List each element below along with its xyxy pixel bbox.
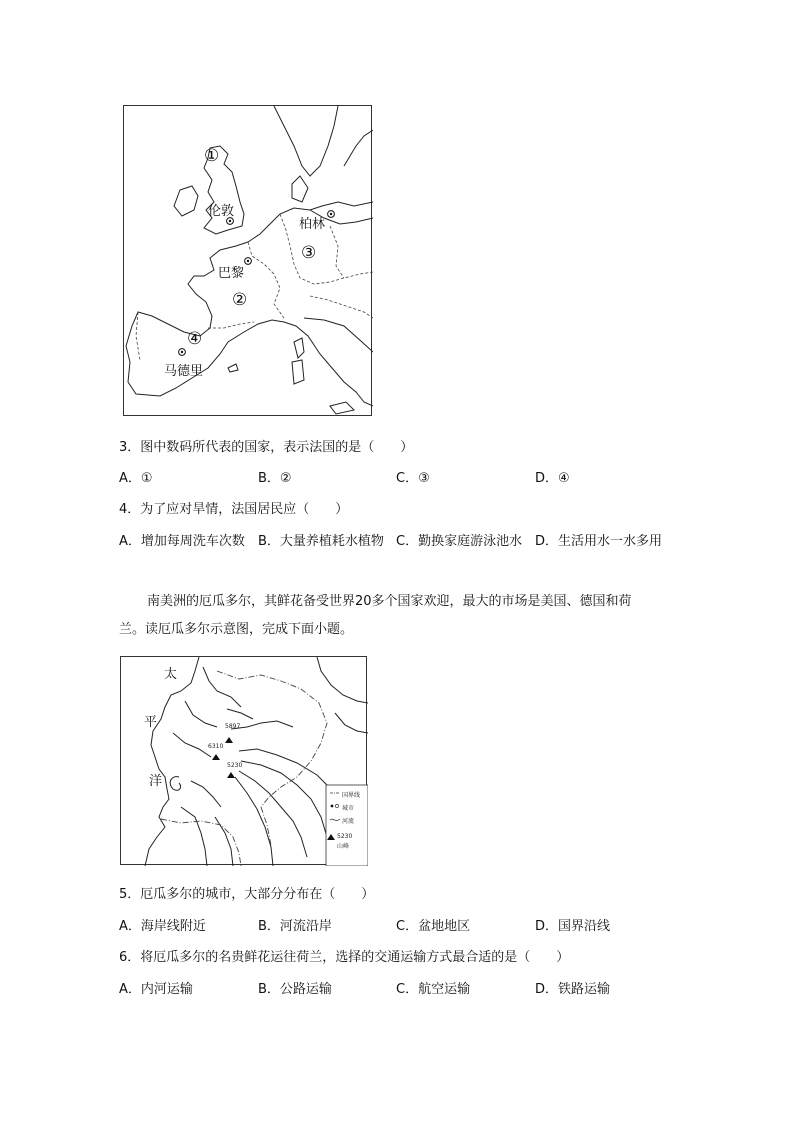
q4-option-a[interactable]: A．增加每周洗车次数 bbox=[119, 534, 245, 549]
passage-line-1: 南美洲的厄瓜多尔，其鲜花备受世界20多个国家欢迎，最大的市场是美国、德国和荷 bbox=[147, 594, 632, 609]
city-label-berlin: 柏林 bbox=[299, 217, 326, 232]
q4-option-c[interactable]: C．勤换家庭游泳池水 bbox=[396, 534, 523, 549]
ocean-label-char-2: 平 bbox=[144, 715, 158, 730]
passage-line-2: 兰。读厄瓜多尔示意图，完成下面小题。 bbox=[119, 622, 354, 637]
peak-label-5897: 5897 bbox=[225, 723, 241, 730]
q5-option-c[interactable]: C．盆地地区 bbox=[396, 919, 471, 934]
q6-option-d[interactable]: D．铁路运输 bbox=[535, 982, 611, 997]
city-label-madrid: 马德里 bbox=[164, 364, 204, 379]
ocean-label-char-3: 洋 bbox=[149, 774, 163, 789]
question-4: 4．为了应对旱情，法国居民应（ ） bbox=[119, 502, 349, 517]
peak-label-6310: 6310 bbox=[208, 743, 224, 750]
legend-peak-value: 5230 bbox=[337, 833, 353, 840]
map-number-3: ③ bbox=[301, 243, 317, 263]
q6-option-b[interactable]: B．公路运输 bbox=[258, 982, 332, 997]
city-label-london: 伦敦 bbox=[208, 204, 235, 219]
q3-option-c[interactable]: C．③ bbox=[396, 471, 430, 486]
europe-map bbox=[123, 105, 372, 416]
q5-option-a[interactable]: A．海岸线附近 bbox=[119, 919, 206, 934]
legend-river-label: 河流 bbox=[342, 818, 355, 825]
q3-option-a[interactable]: A．① bbox=[119, 471, 153, 486]
map-number-2: ② bbox=[232, 290, 248, 310]
q6-option-a[interactable]: A．内河运输 bbox=[119, 982, 193, 997]
q5-option-d[interactable]: D．国界沿线 bbox=[535, 919, 611, 934]
map-number-1: ① bbox=[204, 146, 220, 166]
ocean-label-char-1: 太 bbox=[164, 667, 178, 682]
ecuador-map bbox=[120, 656, 367, 865]
passage bbox=[119, 588, 679, 644]
peak-label-5230: 5230 bbox=[227, 762, 243, 769]
legend-peak-label: 山峰 bbox=[337, 843, 350, 850]
question-6: 6．将厄瓜多尔的名贵鲜花运往荷兰，选择的交通运输方式最合适的是（ ） bbox=[119, 950, 570, 965]
city-label-paris: 巴黎 bbox=[218, 266, 245, 281]
ecuador-map-outline bbox=[121, 657, 368, 866]
legend-city-label: 城市 bbox=[342, 805, 355, 812]
q3-option-d[interactable]: D．④ bbox=[535, 471, 570, 486]
q4-option-b[interactable]: B．大量养植耗水植物 bbox=[258, 534, 384, 549]
q6-option-c[interactable]: C．航空运输 bbox=[396, 982, 471, 997]
question-3: 3．图中数码所代表的国家，表示法国的是（ ） bbox=[119, 440, 414, 455]
legend-border-label: 国界线 bbox=[342, 792, 361, 799]
q4-option-d[interactable]: D．生活用水一水多用 bbox=[535, 534, 663, 549]
map-number-4: ④ bbox=[187, 329, 203, 349]
europe-map-outline bbox=[124, 106, 373, 417]
q3-option-b[interactable]: B．② bbox=[258, 471, 292, 486]
question-5: 5．厄瓜多尔的城市，大部分分布在（ ） bbox=[119, 887, 375, 902]
q5-option-b[interactable]: B．河流沿岸 bbox=[258, 919, 332, 934]
